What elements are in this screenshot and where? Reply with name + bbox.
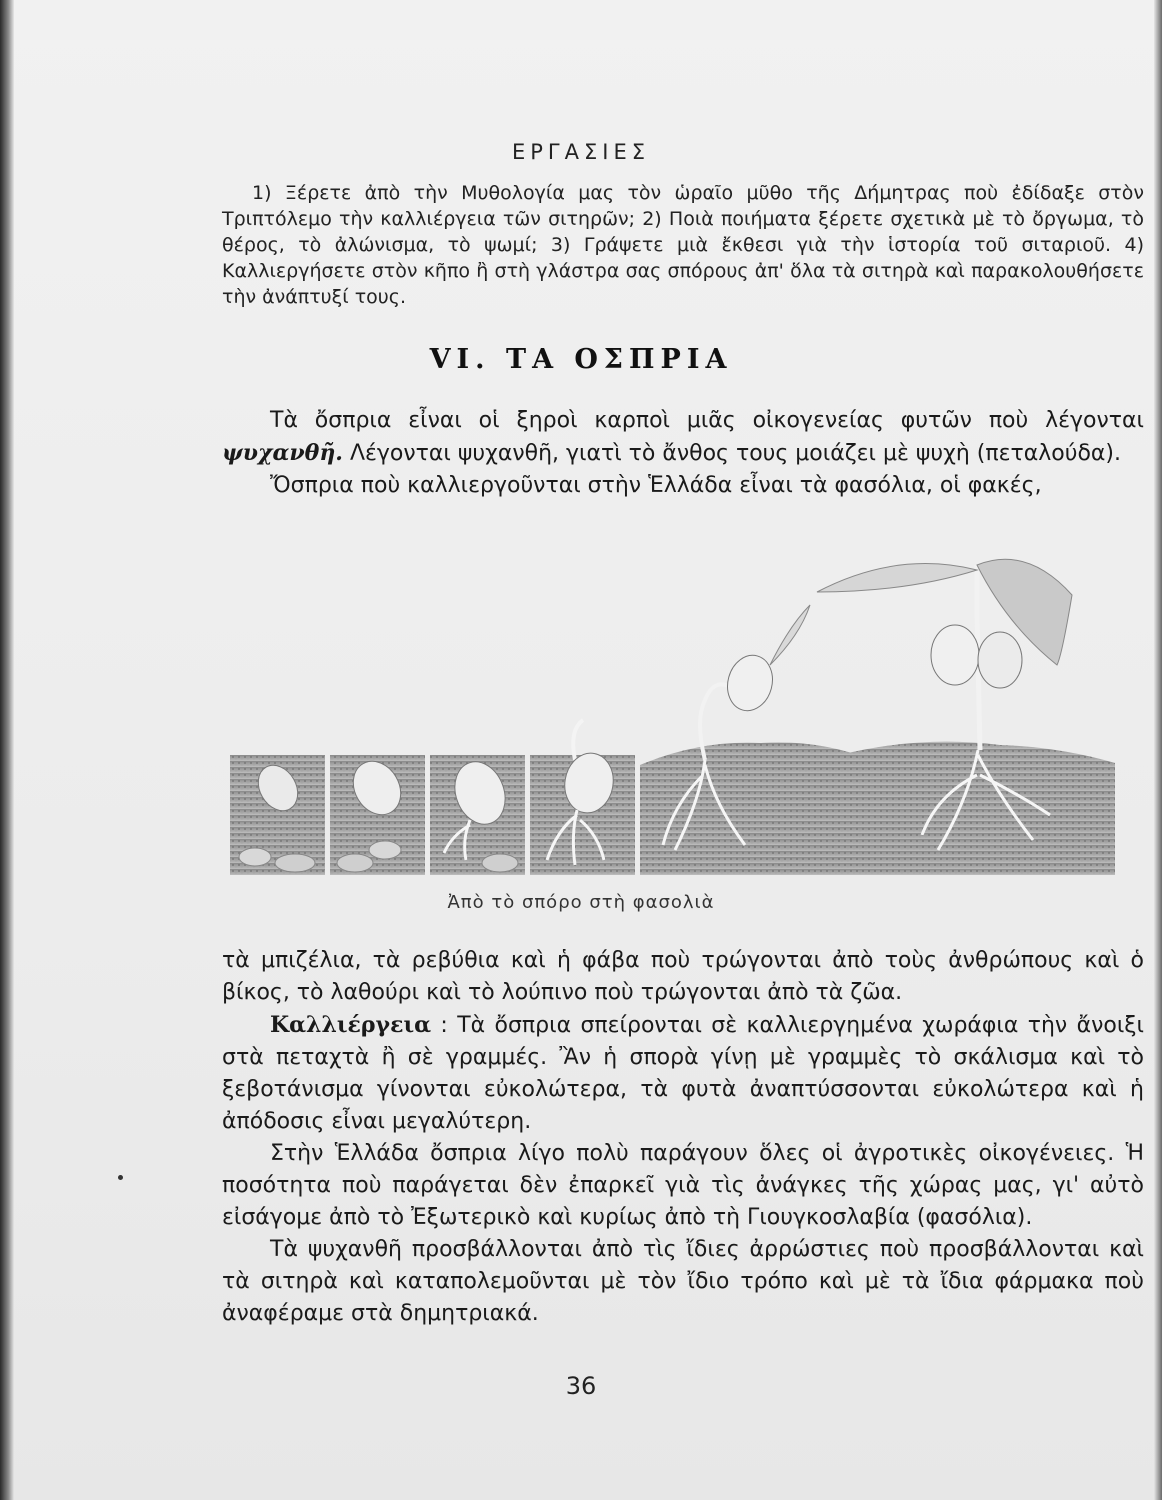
cultivation-paragraph — [222, 1009, 1144, 1138]
diseases-paragraph: Τὰ ψυχανθῆ προσβάλλονται ἀπὸ τὶς ἴδιες ἀρρώστιες ποὺ προσβάλλονται καὶ τὰ σιτηρὰ καὶ καταπολεμοῦνται μὲ τὸν ἴδιο τρόπο καὶ μὲ τὰ ἴδια φάρμακα ποὺ ἀναφέραμε στὰ δημητριακά. — [222, 1237, 1144, 1326]
term-cultivation: Καλλιέργεια — [270, 1012, 432, 1038]
intro-paragraph-2: Ὄσπρια ποὺ καλλιεργοῦνται στὴν Ἑλλάδα εἶναι τὰ φασόλια, οἱ φακές, — [270, 473, 1042, 498]
exercises-text-block — [222, 180, 1144, 310]
intro-text-after: Λέγονται ψυχανθῆ, γιατὶ τὸ ἄνθος τους μοιάζει μὲ ψυχὴ (πεταλούδα). — [349, 441, 1121, 466]
soil-panel-6 — [817, 559, 1115, 875]
page-number: 36 — [565, 1372, 597, 1400]
intro-paragraph-1 — [222, 405, 1144, 470]
exercises-text: 1) Ξέρετε ἀπὸ τὴν Μυθολογία μας τὸν ὡραῖο μῦθο τῆς Δήμητρας ποὺ ἐδίδαξε στὸν Τριπτόλεμο τὴν καλλιέργεια τῶν σιτηρῶν; 2) Ποιὰ ποιήματα ξέρετε σχετικὰ μὲ τὸ ὄργωμα, τὸ θέρος, τὸ ἀλώνισμα, τὸ ψωμί; 3) Γράψετε μιὰ ἔκθεσι γιὰ τὴν ἱστορία τοῦ σιταριοῦ. 4) Καλλιεργήσετε στὸν κῆπο ἢ στὴ γλάστρα σας σπόρους ἀπ' ὅλα τὰ σιτηρὰ καὶ παρακολουθήσετε τὴν ἀνάπτυξί τους. — [222, 182, 1144, 308]
soil-panel-4 — [530, 720, 635, 875]
figure-caption: Ἀπὸ τὸ σπόρο στὴ φασολιὰ — [447, 892, 715, 913]
cultivation-text: : Τὰ ὄσπρια σπείρονται σὲ καλλιεργημένα χωράφια τὴν ἄνοιξι στὰ πεταχτὰ ἢ σὲ γραμμές. Ἂν ἡ σπορὰ γίνῃ μὲ γραμμὲς τὸ σκάλισμα καὶ τὸ ξεβοτάνισμα γίνονται εὐκολώτερα, τὰ φυτὰ ἀναπτύσσονται εὐκολώτερα καὶ ἡ ἀπόδοσις εἶναι μεγαλύτερη. — [222, 1013, 1145, 1134]
page-speck — [118, 1175, 123, 1180]
intro-text-block — [222, 405, 1144, 502]
soil-panel-3 — [430, 755, 525, 875]
soil-panel-1 — [230, 755, 325, 875]
page-edge-left — [0, 0, 14, 1500]
bean-germination-illustration — [225, 545, 1130, 885]
soil-panel-5 — [640, 605, 875, 875]
intro-text-before: Τὰ ὄσπρια εἶναι οἱ ξηροὶ καρποὶ μιᾶς οἰκογενείας φυτῶν ποὺ λέγονται — [270, 408, 1144, 433]
page-edge-right — [1154, 0, 1162, 1500]
section-title: VI. ΤΑ ΟΣΠΡΙΑ — [429, 344, 733, 375]
soil-panel-2 — [330, 753, 425, 875]
continuation-text-block — [222, 945, 1144, 1330]
exercises-title: ΕΡΓΑΣΙΕΣ — [512, 140, 650, 164]
term-psychanthi: ψυχανθῆ. — [222, 440, 343, 466]
production-paragraph: Στὴν Ἑλλάδα ὄσπρια λίγο πολὺ παράγουν ὅλες οἱ ἀγροτικὲς οἰκογένειες. Ἡ ποσότητα ποὺ παράγεται δὲν ἐπαρκεῖ γιὰ τὶς ἀνάγκες τῆς χώρας μας, γι' αὐτὸ εἰσάγομε ἀπὸ τὸ Ἐξωτερικὸ καὶ κυρίως ἀπὸ τὴ Γιουγκοσλαβία (φασόλια). — [222, 1141, 1144, 1230]
continuation-paragraph-1: τὰ μπιζέλια, τὰ ρεβύθια καὶ ἡ φάβα ποὺ τρώγονται ἀπὸ τοὺς ἀνθρώπους καὶ ὁ βίκος, τὸ λαθούρι καὶ τὸ λούπινο ποὺ τρώγονται ἀπὸ τὰ ζῶα. — [222, 948, 1144, 1005]
